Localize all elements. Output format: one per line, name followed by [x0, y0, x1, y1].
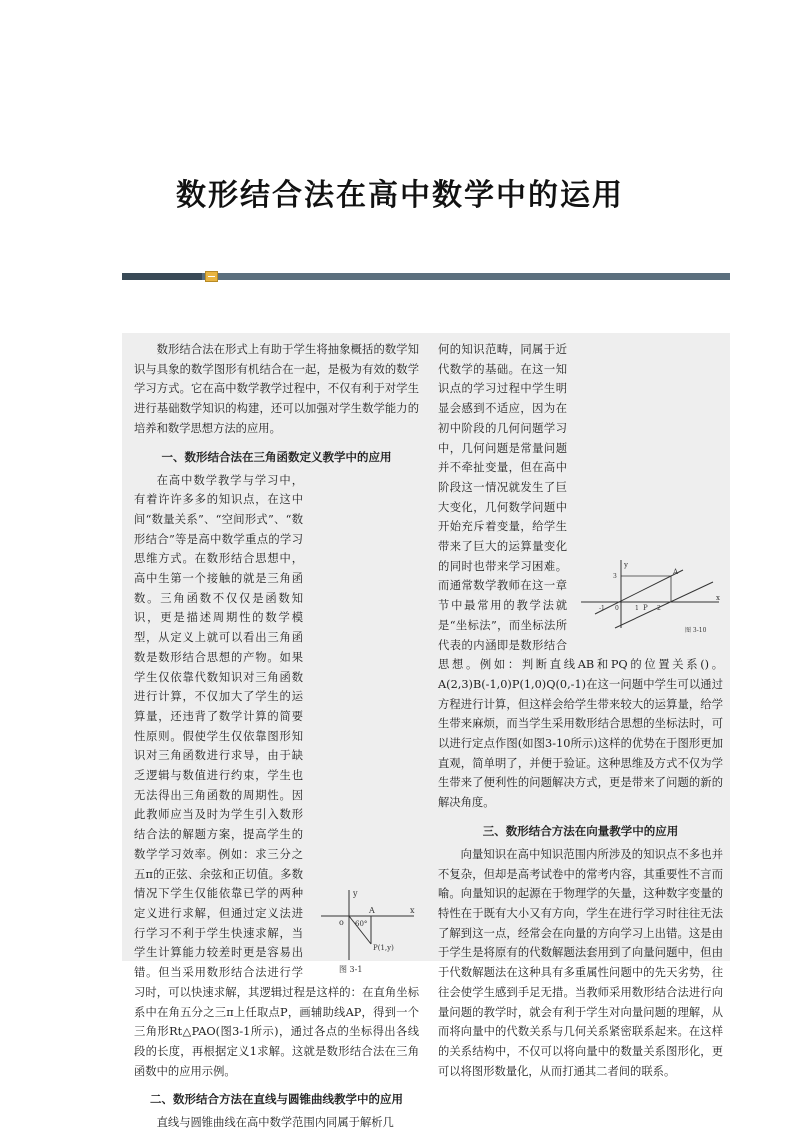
- divider-bar-accent: [122, 273, 202, 280]
- fig1-label-x: x: [410, 905, 415, 915]
- fig1-label-a: A: [369, 905, 375, 915]
- section2-paragraph-start: 直线与圆锥曲线在高中数学范围内同属于解析几: [156, 1116, 394, 1130]
- section1-heading: 一、数形结合法在三角函数定义教学中的应用: [161, 449, 392, 464]
- figure-3-10: [573, 558, 723, 634]
- fig1-label-o: o: [339, 917, 344, 927]
- figure-3-1: [309, 886, 419, 976]
- figure-3-1-graphic: [309, 886, 419, 976]
- section3-heading: 三、数形结合方法在向量教学中的应用: [482, 823, 679, 838]
- fig2-label-y: y: [624, 561, 628, 569]
- fig1-label-angle: 60°: [355, 919, 368, 928]
- fig1-caption: 图 3-1: [339, 964, 363, 974]
- fig2-label-p: P: [643, 604, 648, 612]
- fig2-label-neg1: -1: [599, 605, 605, 612]
- line-pq: [615, 582, 713, 628]
- fig2-caption: 图 3-10: [685, 627, 707, 634]
- section2-heading: 二、数形结合方法在直线与圆锥曲线教学中的应用: [150, 1092, 403, 1107]
- article-title: 数形结合法在高中数学中的运用: [176, 178, 624, 213]
- scanned-page: [122, 333, 730, 1130]
- fig2-label-2: 2: [657, 605, 661, 612]
- section1-paragraph: 在高中数学教学与学习中，有着许许多多的知识点，在这中间“数量关系”、“空间形式”、“数形结合”等是高中数学重点的学习思维方式。在数形结合思想中，高中生第一个接触的就是三角函数。三角函数不仅仅是函数知识，更是描述周期性的数学模型，从定义上就可以看出三角函数是数形结合思想的产物。如果学生仅依靠代数知识对三角函数进行计算，不仅加大了学生的运算量，还违背了数学计算的简要性原则。假使学生仅依靠图形知识对三角函数进行求导，由于缺乏逻辑与数值进行约束，学生也无法得出三角函数的周期性。因此教师应当及时为学生引入数形结合法的解题方案，提高学生的数学学习效率。例如：求三分之五π的正弦、余弦和正切值。多数情况下学生仅能依靠已学的两种定义进行求解，但通过定义法进行学习不利于学生快速求解，当学生计算能力较差时更是容易出错。但当采用数形结合法进行学习时，可以快速求解，其逻辑过程是这样的：在直角坐标系中在角五分之三π上任取点P，画辅助线AP，得到一个三角形Rt△PAO(图3-1所示)，通过各点的坐标得出各线段的长度，再根据定义1求解。这就是数形结合法在三角函数中的应用示例。: [134, 473, 419, 1078]
- fig2-label-1: 1: [635, 605, 639, 612]
- intro-paragraph: 数形结合法在形式上有助于学生将抽象概括的数学知识与具象的数学图形有机结合在一起，是极为有效的数学学习方式。它在高中数学教学过程中，不仅有利于对学生进行基础数学知识的构建，还可以加强对学生数学能力的培养和数学思想方法的应用。: [134, 343, 419, 435]
- fig1-label-y: y: [353, 888, 358, 898]
- fig2-label-x: x: [716, 594, 720, 602]
- fig2-label-3: 3: [613, 573, 617, 580]
- figure-3-10-graphic: [573, 558, 723, 634]
- line-ab: [595, 570, 683, 614]
- fig1-label-p: P(1,y): [373, 943, 394, 952]
- fig2-label-o: 0: [615, 605, 619, 612]
- right-column: [438, 340, 723, 1081]
- section3-paragraph: 向量知识在高中知识范围内所涉及的知识点不多也并不复杂，但却是高考试卷中的常考内容，其重要性不言而喻。向量知识的起源在于物理学的矢量，这种数字变量的特性在于既有大小又有方向，学生在进行学习时往往无法了解到这一点，经常会在向量的方向学习上出错。这是由于学生是将原有的代数解题法套用到了向量问题中，但由于代数解题法在这种具有多重属性问题中的先天劣势，往往会使学生感到手足无措。当教师采用数形结合法进行向量问题的教学时，就会有利于学生对向量问题的理解，从而将向量中的代数关系与几何关系紧密联系起来。在这样的关系结构中，不仅可以将向量中的数量关系图形化，更可以将图形数量化，从而打通其二者间的联系。: [438, 847, 723, 1078]
- section2-paragraph-cont: 何的知识范畴，同属于近代数学的基础。在这一知识点的学习过程中学生明显会感到不适应，因为在初中阶段的几何问题学习中，几何问题是常量问题并不牵扯变量，但在高中阶段这一情况就发生了巨大变化，几何数学问题中开始充斥着变量，给学生带来了巨大的运算量变化的同时也带来学习困难。而通常数学教师在这一章节中最常用的教学法就是“坐标法”，而坐标法所代表的内涵即是数形结合思想。例如：判断直线AB和PQ的位置关系()。A(2,3)B(-1,0)P(1,0)Q(0,-1)在这一问题中学生可以通过方程进行计算，但这样会给学生带来较大的运算量，给学生带来麻烦，而当学生采用数形结合思想的坐标法时，可以进行定点作图(如图3-10所示)这样的优势在于图形更加直观，简单明了，并便于验证。这种思维及方式不仅为学生带来了便利性的问题解决方式，更是带来了问题的新的解决角度。: [438, 343, 723, 810]
- fig2-label-a: A: [673, 568, 679, 576]
- left-column: [134, 340, 419, 1133]
- divider-badge-icon: [205, 271, 218, 282]
